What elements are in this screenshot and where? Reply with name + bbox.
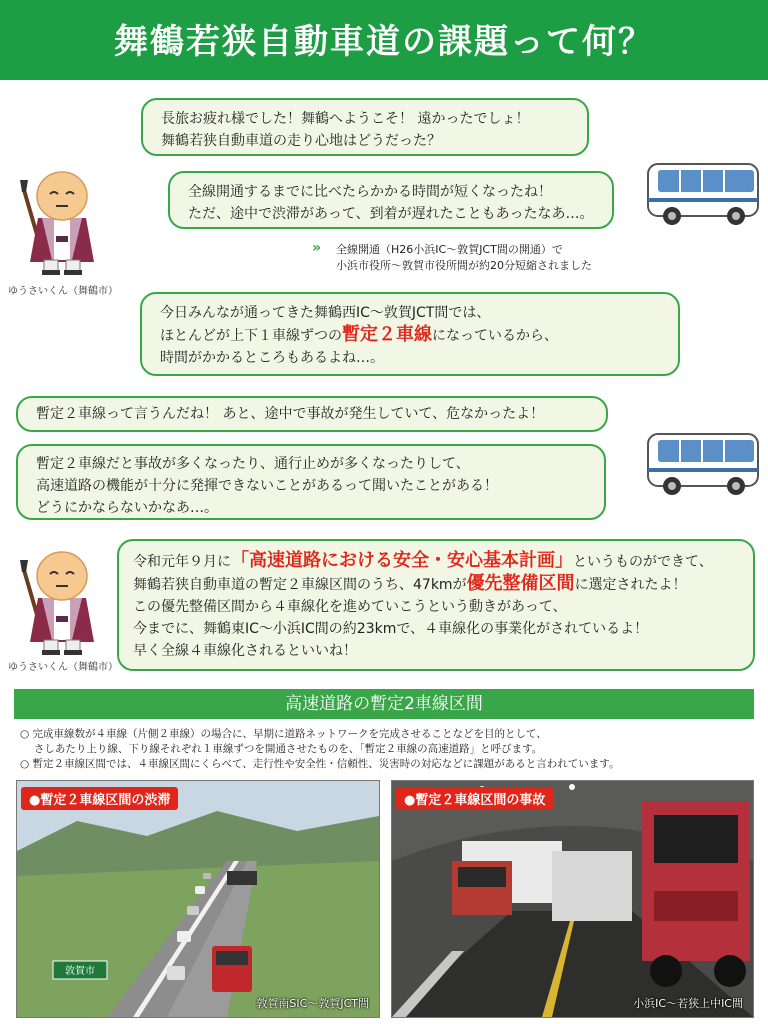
- speech-bubble-welcome: [141, 98, 589, 156]
- bullet-line: ○ 暫定２車線区間では、４車線区間にくらべて、走行性や安全性・信頼性、災害時の対応などに課題があると言われています。: [20, 758, 620, 770]
- bubble-line: どうにかならないかなあ…。: [36, 500, 218, 516]
- speech-bubble-visitor-reply: [168, 171, 614, 229]
- bubble-line: 舞鶴若狭自動車道の走り心地はどうだった？: [161, 133, 441, 149]
- page-title: 舞鶴若狭自動車道の課題って何？: [114, 22, 654, 62]
- highlight-priority-section: 優先整備区間: [466, 573, 575, 594]
- photo-congestion-label: ●暫定２車線区間の渋滞: [21, 787, 178, 810]
- accident-scene-image: [392, 781, 753, 1017]
- photo-accident-label: ●暫定２車線区間の事故: [396, 787, 553, 810]
- bullet-line: ○ 完成車線数が４車線（片側２車線）の場合に、早期に道路ネットワークを完成させることなどを目的として、: [20, 728, 547, 740]
- bubble-line: 全線開通するまでに比べたらかかる時間が短くなったね！: [188, 184, 552, 200]
- section-title: 高速道路の暫定2車線区間: [14, 689, 754, 719]
- bubble-line: 暫定２車線って言うんだね！ あと、途中で事故が発生していて、危なかったよ！: [36, 406, 545, 422]
- bubble-line: 長旅お疲れ様でした！舞鶴へようこそ！ 遠かったでしょ！: [161, 111, 530, 127]
- bullet-line: さしあたり上り線、下り線それぞれ１車線ずつを開通させたものを、「暫定２車線の高速道路」と呼びます。: [20, 743, 543, 755]
- note-line: 小浜市役所～敦賀市役所間が約20分短縮されました: [336, 259, 592, 272]
- speech-bubble-accident-remark: [16, 396, 608, 432]
- highlight-provisional-two-lane: 暫定２車線: [342, 324, 432, 345]
- bus-illustration: [644, 158, 762, 228]
- bubble-line: 高速道路の機能が十分に発揮できないことがあるって聞いたことがある！: [36, 478, 498, 494]
- speech-bubble-safety-plan: [117, 539, 755, 671]
- bubble-line: 今日みんなが通ってきた舞鶴西IC～敦賀JCT間では、: [160, 305, 491, 321]
- highlight-safety-plan: 「高速道路における安全・安心基本計画」: [231, 550, 573, 571]
- road-sign-text: 敦賀市: [65, 966, 95, 977]
- bubble-line: 時間がかかるところもあるよね…。: [160, 350, 384, 366]
- photo-congestion: [16, 780, 380, 1018]
- page-header: [0, 0, 768, 80]
- bubble-line: ほとんどが上下１車線ずつの暫定２車線になっているから、: [160, 324, 558, 345]
- mascot-caption: ゆうさいくん（舞鶴市）: [8, 286, 118, 297]
- speech-bubble-concern: [16, 444, 606, 520]
- bubble-line: 今までに、舞鶴東IC～小浜IC間の約23kmで、４車線化の事業化がされているよ！: [133, 621, 649, 637]
- bubble-line: ただ、途中で渋滞があって、到着が遅れたこともあったなあ…。: [188, 206, 594, 222]
- note-line: 全線開通（H26小浜IC～敦賀JCT間の開通）で: [336, 243, 563, 256]
- photo-accident: [391, 780, 754, 1018]
- bubble-line: 舞鶴若狭自動車道の暫定２車線区間のうち、47kmが優先整備区間に選定されたよ！: [133, 573, 687, 594]
- bubble-line: この優先整備区間から４車線化を進めていこうという動きがあって、: [133, 599, 567, 615]
- congestion-scene-image: [17, 781, 379, 1017]
- mascot-yusai-illustration: [12, 160, 112, 278]
- photo-congestion-caption: 敦賀南SIC～敦賀JCT間: [256, 997, 369, 1010]
- bubble-line: 暫定２車線だと事故が多くなったり、通行止めが多くなったりして、: [36, 456, 470, 472]
- mascot-yusai-illustration: [12, 540, 112, 658]
- section-bullets: [20, 727, 755, 772]
- bubble-line: 令和元年９月に「高速道路における安全・安心基本計画」というものができて、: [133, 550, 713, 571]
- speech-bubble-provisional-lanes: [140, 292, 680, 376]
- chevron-right-icon: »: [312, 240, 322, 256]
- note-time-saving: [336, 242, 592, 274]
- mascot-caption: ゆうさいくん（舞鶴市）: [8, 662, 118, 673]
- bubble-line: 早く全線４車線化されるといいね！: [133, 643, 357, 659]
- photo-accident-caption: 小浜IC～若狭上中IC間: [633, 997, 743, 1010]
- bus-illustration: [644, 428, 762, 498]
